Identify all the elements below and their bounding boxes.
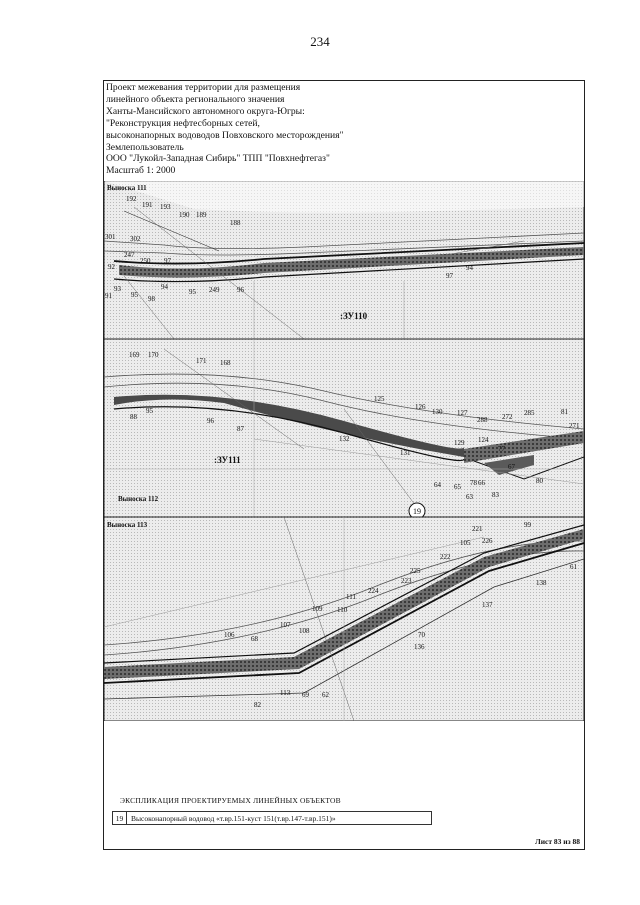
title-line: Проект межевания территории для размещения xyxy=(106,82,301,93)
point-label: 224 xyxy=(368,587,379,595)
point-label: 225 xyxy=(410,567,421,575)
point-label: 97 xyxy=(164,257,171,265)
point-label: 82 xyxy=(254,701,261,709)
point-label: 190 xyxy=(179,211,190,219)
point-label: 61 xyxy=(570,563,577,571)
point-label: 272 xyxy=(502,413,513,421)
point-label: 188 xyxy=(230,219,241,227)
point-label: 132 xyxy=(339,435,350,443)
point-label: 301 xyxy=(105,233,116,241)
point-label: 106 xyxy=(224,631,235,639)
point-label: 96 xyxy=(237,286,244,294)
point-label: 67 xyxy=(508,463,515,471)
point-label: 191 xyxy=(142,201,153,209)
point-label: 192 xyxy=(126,195,137,203)
point-label: 189 xyxy=(196,211,207,219)
point-label: 94 xyxy=(161,283,168,291)
title-line: высоконапорных водоводов Повховского месторождения" xyxy=(106,129,344,141)
point-label: 87 xyxy=(237,425,244,433)
point-label: 223 xyxy=(401,577,412,585)
point-label: 64 xyxy=(434,481,441,489)
point-label: 222 xyxy=(440,553,451,561)
point-label: 95 xyxy=(146,407,153,415)
point-label: 136 xyxy=(414,643,425,651)
legend-row xyxy=(112,811,432,825)
point-label: 169 xyxy=(129,351,140,359)
line-marker: 19 xyxy=(413,507,421,516)
point-label: 171 xyxy=(196,357,207,365)
point-label: 110 xyxy=(337,606,348,614)
point-label: 226 xyxy=(482,537,493,545)
point-label: 302 xyxy=(130,235,141,243)
point-label: 78 xyxy=(470,479,477,487)
point-label: 111 xyxy=(346,593,356,601)
title-block xyxy=(106,82,582,177)
point-label: 95 xyxy=(189,288,196,296)
title-line: Масштаб 1: 2000 xyxy=(106,165,176,177)
point-label: 70 xyxy=(418,631,425,639)
title-line: "Реконструкция нефтесборных сетей, xyxy=(106,117,260,129)
point-label: 91 xyxy=(105,292,112,300)
inset-112 xyxy=(104,339,584,519)
inset-111-title: Выноска 111 xyxy=(107,184,147,192)
point-label: 131 xyxy=(400,449,411,457)
point-label: 109 xyxy=(312,605,323,613)
point-label: 94 xyxy=(466,264,473,272)
point-label: 95 xyxy=(131,291,138,299)
point-label: 62 xyxy=(322,691,329,699)
legend-description: Высоконапорный водовод «т.вр.151-куст 151(т.вр.147-т.вр.151)» xyxy=(131,813,336,823)
inset-113-title: Выноска 113 xyxy=(107,521,148,529)
title-line: линейного объекта регионального значения xyxy=(106,93,285,105)
point-label: 105 xyxy=(460,539,471,547)
point-label: 285 xyxy=(524,409,535,417)
title-line: Ханты-Мансийского автономного округа-Югры: xyxy=(106,105,305,117)
legend-title: ЭКСПЛИКАЦИЯ ПРОЕКТИРУЕМЫХ ЛИНЕЙНЫХ ОБЪЕКТОВ xyxy=(120,796,341,805)
title-line: Землепользователь xyxy=(106,141,184,153)
sheet-info: Лист 83 из 88 xyxy=(535,837,580,846)
point-label: 107 xyxy=(280,621,291,629)
point-label: 92 xyxy=(108,263,115,271)
point-label: 250 xyxy=(140,257,151,265)
point-label: 129 xyxy=(454,439,465,447)
point-label: 288 xyxy=(477,416,488,424)
point-label: 193 xyxy=(160,203,171,211)
point-label: 249 xyxy=(209,286,220,294)
point-label: 80 xyxy=(536,477,543,485)
point-label: 127 xyxy=(457,409,468,417)
map-area xyxy=(104,181,584,721)
inset-113 xyxy=(104,517,584,721)
legend-number: 19 xyxy=(113,812,127,824)
point-label: 221 xyxy=(472,525,483,533)
zone-label: :ЗУ111 xyxy=(214,455,241,465)
page-number: 234 xyxy=(310,34,330,49)
point-label: 98 xyxy=(148,295,155,303)
title-line: ООО "Лукойл-Западная Сибирь" ТПП "Повхнефтегаз" xyxy=(106,153,330,165)
point-label: 93 xyxy=(114,285,121,293)
zone-label: :ЗУ110 xyxy=(340,311,368,321)
point-label: 88 xyxy=(130,413,137,421)
point-label: 83 xyxy=(492,491,499,499)
point-label: 124 xyxy=(478,436,489,444)
point-label: 125 xyxy=(374,395,385,403)
point-label: 65 xyxy=(454,483,461,491)
point-label: 113 xyxy=(280,689,291,697)
point-label: 108 xyxy=(299,627,310,635)
point-label: 247 xyxy=(124,251,135,259)
point-label: 81 xyxy=(561,408,568,416)
point-label: 126 xyxy=(415,403,426,411)
point-label: 138 xyxy=(536,579,547,587)
point-label: 99 xyxy=(524,521,531,529)
point-label: 168 xyxy=(220,359,231,367)
point-label: 97 xyxy=(446,272,453,280)
drawing-sheet xyxy=(103,80,585,850)
point-label: 69 xyxy=(302,691,309,699)
point-label: 130 xyxy=(432,408,443,416)
point-label: 66 xyxy=(478,479,485,487)
inset-112-title: Выноска 112 xyxy=(118,495,159,503)
point-label: 137 xyxy=(482,601,493,609)
point-label: 96 xyxy=(207,417,214,425)
map-svg xyxy=(104,181,584,721)
point-label: 271 xyxy=(569,422,580,430)
point-label: 77 xyxy=(498,445,505,453)
point-label: 68 xyxy=(251,635,258,643)
point-label: 170 xyxy=(148,351,159,359)
point-label: 63 xyxy=(466,493,473,501)
